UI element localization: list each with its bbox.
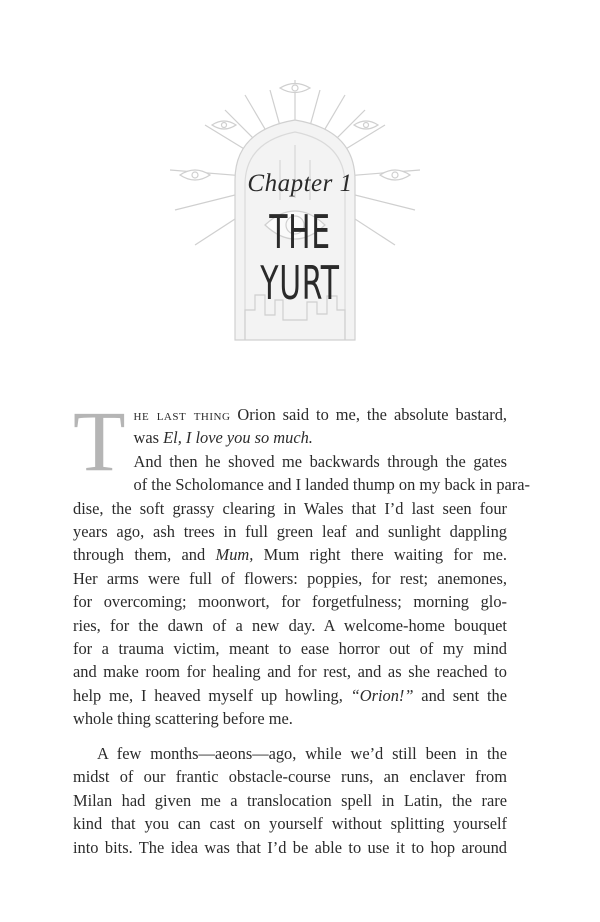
chapter-title-line1: THE [269,205,331,259]
paragraph-line: Milan had given me a translocation spell in Latin, the rare [73,790,507,810]
paragraph-line: dise, the soft grassy clearing in Wales that I’d last seen four [73,498,507,518]
paragraph-line: whole thing scattering before me. [73,709,293,729]
paragraph-line: through them, and [73,545,216,565]
body-text [73,393,530,731]
paragraph-line: of the Scholomance and I landed thump on my back in para- [133,475,530,495]
paragraph-line: midst of our frantic obstacle-course runs, an enclaver from [73,767,507,787]
italic-phrase: El, I love you so much. [163,428,313,448]
paragraph-line: for a trauma victim, meant to ease horror out of my mind [73,639,507,659]
drop-cap: T [73,393,126,489]
paragraph-line: Mum right there waiting for me. [253,545,507,565]
paragraph-line: Her arms were full of flowers: poppies, for rest; anemones, [73,568,507,588]
paragraph-line: ries, for the dawn of a new day. A welcome-home bouquet [73,615,507,635]
paragraph-line: help me, I heaved myself up howling, [73,685,351,705]
paragraph-line: kind that you can cast on yourself without splitting yourself [73,814,507,834]
paragraph-line: A few months—aeons—ago, while we’d still been in the [97,744,507,763]
chapter-label: Chapter 1 [247,170,353,197]
paragraph-line: Orion said to me, the absolute bastard, [230,405,507,424]
italic-phrase: Mum, [215,545,254,565]
paragraph-2 [73,450,530,731]
chapter-title-line2: YURT [260,256,340,310]
paragraph-line: and sent the [413,685,507,705]
paragraph-line: into bits. The idea was that I’d be able to use it to hop around [73,837,507,857]
paragraph-line: and make room for healing and for rest, and as she reached to [73,662,507,682]
paragraph-line: for overcoming; moonwort, for forgetfulness; morning glo- [73,592,507,612]
paragraph-3 [73,742,507,859]
paragraph-line: was [133,428,164,448]
smallcaps-lead: he last thing [133,405,231,424]
italic-phrase: “Orion!” [350,685,414,705]
paragraph-line: years ago, ash trees in full green leaf and sunlight dappling [73,522,507,542]
body-text-continued [73,742,507,859]
paragraph-line: And then he shoved me backwards through the gates [133,451,507,471]
